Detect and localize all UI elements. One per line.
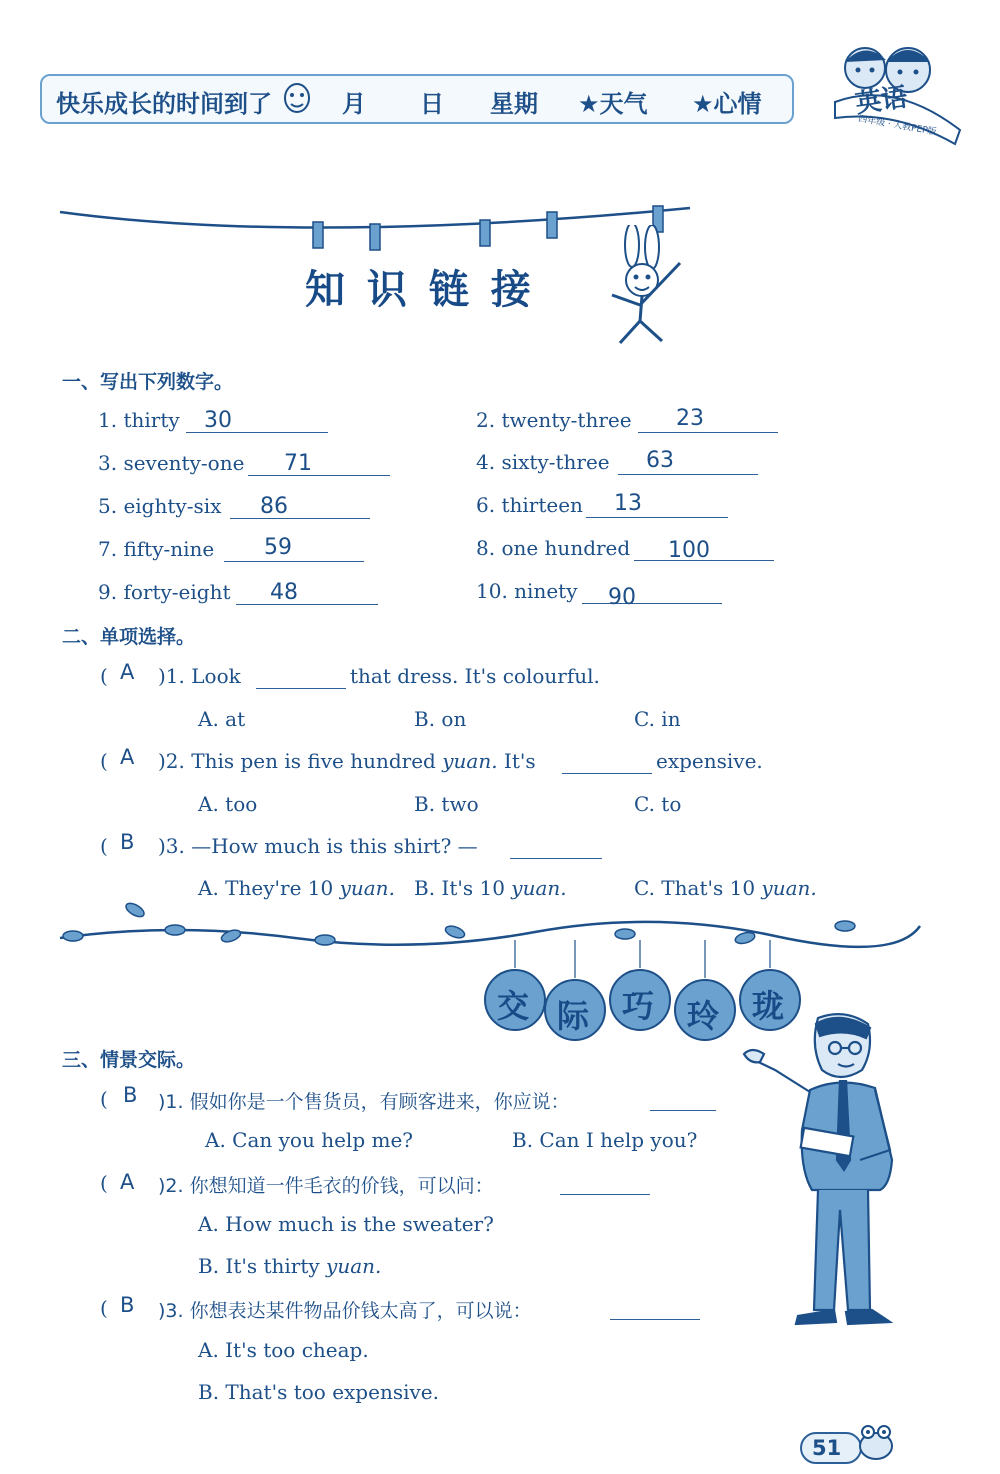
answer-blank (610, 1319, 700, 1320)
number-item-answer: 90 (608, 585, 636, 610)
choice-answer: A (120, 660, 135, 684)
number-item-prompt: 2. twenty-three (476, 408, 632, 432)
answer-blank (236, 604, 378, 605)
option-a (198, 876, 395, 900)
number-item-answer: 100 (668, 538, 710, 563)
header-day: 日 (420, 90, 444, 118)
teacher-illustration (740, 1010, 930, 1335)
number-item-answer: 30 (204, 408, 232, 433)
banner-char: 交 (497, 987, 530, 1025)
number-item-prompt: 5. eighty-six (98, 494, 222, 518)
header-weather: ★天气 (578, 90, 648, 118)
number-item-answer: 86 (260, 494, 288, 519)
number-item-prompt: 7. fifty-nine (98, 537, 215, 561)
banner-char: 珑 (752, 987, 785, 1025)
option-b: B. on (414, 707, 467, 731)
answer-blank (618, 474, 758, 475)
header-date-bar (40, 74, 794, 124)
option-a: A. Can you help me? (205, 1128, 413, 1152)
option-c (634, 876, 817, 900)
number-item-answer: 59 (264, 535, 292, 560)
knowledge-link-title: 知 识 链 接 (305, 267, 535, 313)
banner-char: 巧 (622, 987, 655, 1025)
option-a: A. How much is the sweater? (198, 1212, 494, 1236)
rabbit-mascot-icon (590, 225, 700, 350)
answer-paren-open: ( (100, 1171, 108, 1195)
frog-mascot-icon (856, 1418, 896, 1462)
section3-heading: 三、情景交际。 (62, 1049, 196, 1071)
answer-blank (586, 517, 728, 518)
number-item-prompt: 8. one hundred (476, 536, 631, 560)
option-b (198, 1254, 381, 1278)
cartoon-face-icon (280, 78, 314, 120)
scenario-text: )3. 你想表达某件物品价钱太高了，可以说： (158, 1300, 532, 1322)
answer-blank (560, 1194, 650, 1195)
option-c: C. in (634, 707, 681, 731)
question-text (158, 749, 536, 773)
answer-paren-open: ( (100, 664, 108, 688)
answer-blank (582, 603, 722, 604)
option-a-text: A. They're 10 (198, 876, 334, 900)
answer-paren-open: ( (100, 1087, 108, 1111)
answer-paren-open: ( (100, 1296, 108, 1320)
number-item-answer: 13 (614, 491, 642, 516)
option-b-text: B. It's 10 (414, 876, 505, 900)
option-b-italic: yuan. (326, 1254, 382, 1278)
number-item-prompt: 3. seventy-one (98, 451, 245, 475)
option-c-italic: yuan. (761, 876, 817, 900)
banner-char: 际 (557, 997, 590, 1035)
option-b: B. Can I help you? (512, 1128, 698, 1152)
answer-blank (230, 518, 370, 519)
number-item-answer: 63 (646, 448, 674, 473)
subject-badge (820, 40, 970, 150)
scenario-text: )1. 假如你是一个售货员，有顾客进来，你应说： (158, 1091, 570, 1113)
number-item-prompt: 4. sixty-three (476, 450, 610, 474)
choice-answer: B (120, 1293, 135, 1317)
option-b: B. two (414, 792, 479, 816)
number-item-prompt: 1. thirty (98, 408, 180, 432)
question-text-italic: yuan. (442, 749, 498, 773)
header-month: 月 (342, 90, 366, 118)
answer-paren-open: ( (100, 834, 108, 858)
option-a-italic: yuan. (339, 876, 395, 900)
answer-blank (224, 561, 364, 562)
banner-char: 玲 (687, 997, 720, 1035)
option-a: A. too (198, 792, 258, 816)
number-item-prompt: 9. forty-eight (98, 580, 231, 604)
subject-label: 英语 (853, 82, 910, 120)
answer-paren-open: ( (100, 749, 108, 773)
option-a: A. at (198, 707, 246, 731)
number-item-answer: 23 (676, 406, 704, 431)
section1-heading: 一、写出下列数字。 (62, 371, 234, 393)
page-number: 51 (800, 1432, 862, 1464)
number-item-prompt: 10. ninety (476, 579, 578, 603)
question-text: )1. Look (158, 664, 241, 688)
answer-blank (562, 773, 652, 774)
scenario-text: )2. 你想知道一件毛衣的价钱，可以问： (158, 1175, 494, 1197)
answer-blank (510, 858, 602, 859)
answer-blank (638, 432, 778, 433)
choice-answer: B (120, 830, 135, 854)
option-b (414, 876, 567, 900)
number-item-answer: 71 (284, 451, 312, 476)
option-c-text: C. That's 10 (634, 876, 756, 900)
question-text-rest: that dress. It's colourful. (350, 664, 600, 688)
choice-answer: B (123, 1083, 138, 1107)
number-item-answer: 48 (270, 580, 298, 605)
option-a: A. It's too cheap. (198, 1338, 369, 1362)
grade-edition-label: 四年级 · 人教PEP版 (857, 114, 938, 138)
option-b-text: B. It's thirty (198, 1254, 320, 1278)
header-slogan: 快乐成长的时间到了 (56, 90, 272, 118)
question-text-pre: )2. This pen is five hundred (158, 749, 436, 773)
option-b: B. That's too expensive. (198, 1380, 439, 1404)
question-text: )3. —How much is this shirt? — (158, 834, 478, 858)
header-mood: ★心情 (692, 90, 762, 118)
choice-answer: A (120, 1170, 135, 1194)
choice-answer: A (120, 745, 135, 769)
answer-blank (248, 475, 390, 476)
answer-blank (650, 1110, 716, 1111)
question-text-mid: It's (503, 749, 536, 773)
header-weekday: 星期 (490, 90, 538, 118)
option-c: C. to (634, 792, 682, 816)
answer-blank (256, 688, 346, 689)
option-b-italic: yuan. (511, 876, 567, 900)
question-text-rest: expensive. (656, 749, 763, 773)
section2-heading: 二、单项选择。 (62, 626, 196, 648)
number-item-prompt: 6. thirteen (476, 493, 583, 517)
